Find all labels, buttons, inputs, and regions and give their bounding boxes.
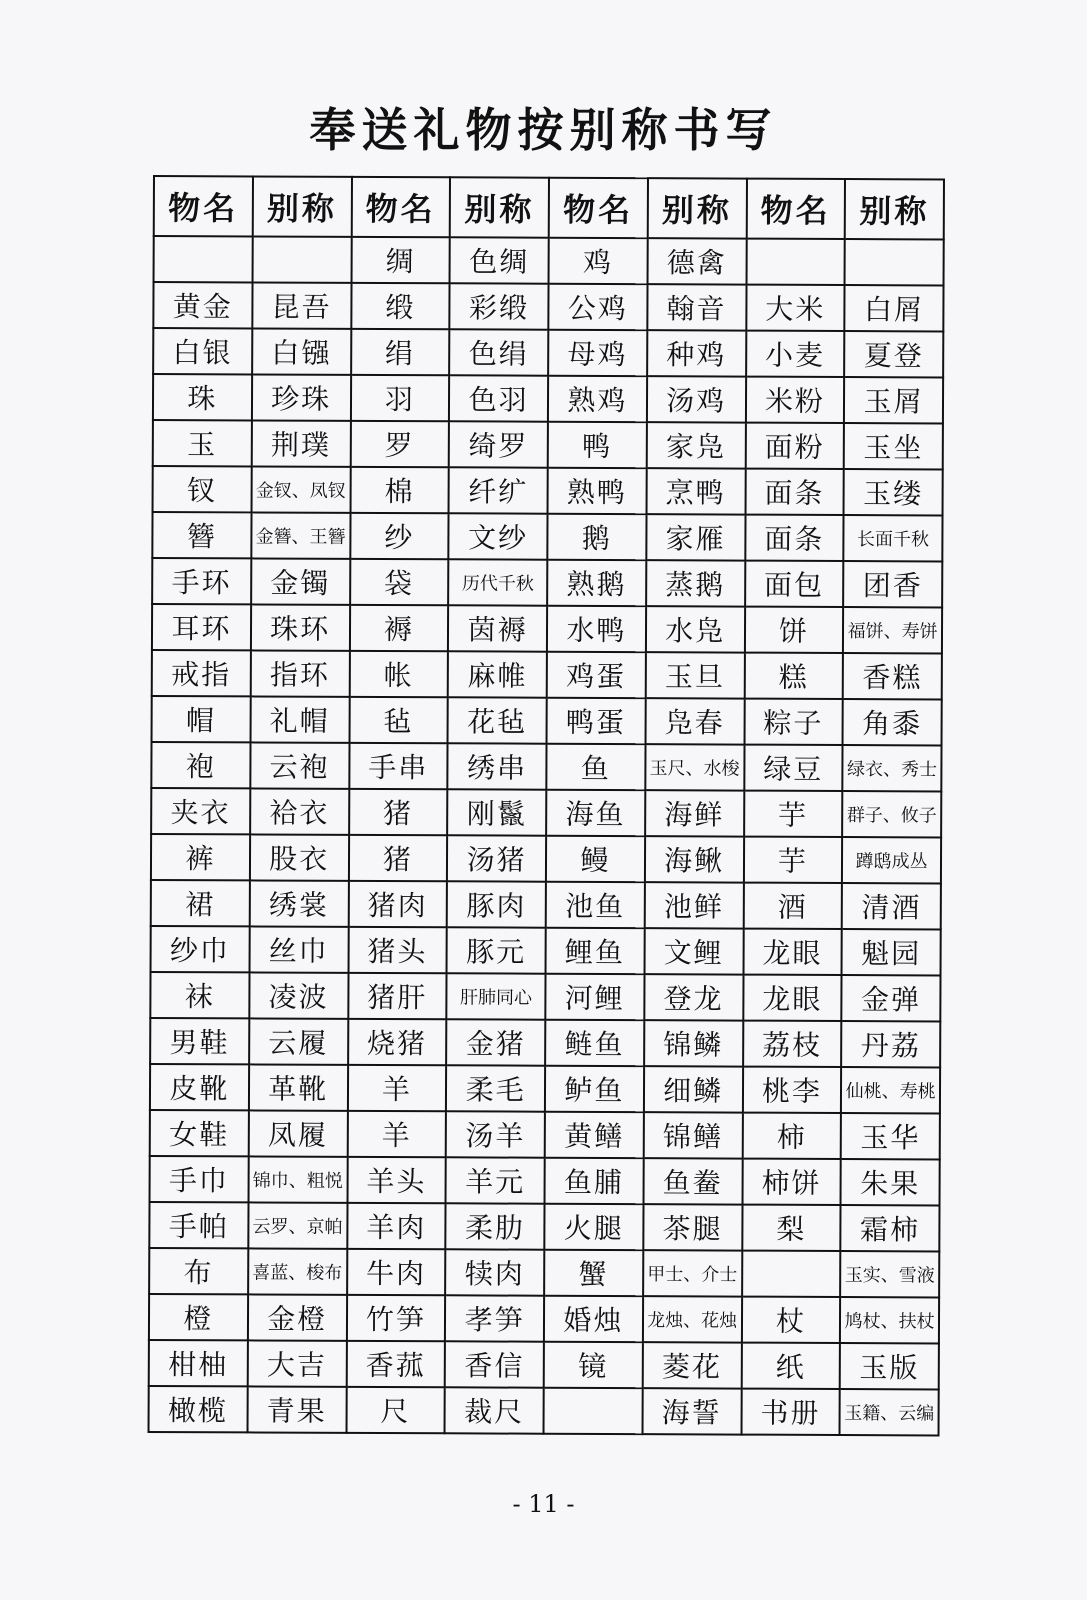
item-name-cell: 手巾 [150,1156,249,1202]
item-name-cell: 鲢鱼 [545,1020,644,1066]
alias-cell: 清酒 [842,883,941,929]
alias-cell: 鸠杖、扶杖 [840,1297,939,1343]
alias-cell: 群子、攸子 [842,791,941,837]
item-name-cell: 竹笋 [346,1295,445,1341]
alias-cell: 云履 [249,1018,348,1064]
alias-cell: 龙烛、花烛 [643,1296,742,1342]
table-row [151,742,941,791]
alias-cell: 绣串 [448,743,547,789]
alias-cell [845,239,944,285]
alias-cell: 甲士、介士 [643,1250,742,1296]
alias-cell: 茶腿 [643,1204,742,1250]
item-name-cell: 熟鸡 [548,376,647,422]
alias-cell: 香糕 [843,653,942,699]
item-name-cell: 尺 [346,1387,445,1433]
table-row [150,1064,940,1113]
alias-cell: 德禽 [647,238,746,284]
header-alias: 别称 [252,176,351,236]
alias-cell: 夏登 [844,331,943,377]
item-name-cell: 袋 [350,559,449,605]
item-name-cell: 男鞋 [150,1018,249,1064]
item-name-cell: 耳环 [152,604,251,650]
item-name-cell: 熟鸭 [548,468,647,514]
item-name-cell: 鳗 [546,836,645,882]
alias-cell: 历代千秋 [448,559,547,605]
item-name-cell: 帐 [349,651,448,697]
alias-cell: 细鳞 [644,1066,743,1112]
item-name-cell: 珠 [153,374,252,420]
item-name-cell: 熟鹅 [547,560,646,606]
item-name-cell: 鹅 [547,514,646,560]
item-name-cell: 黄金 [153,282,252,328]
alias-cell: 彩缎 [450,283,549,329]
table-row [152,558,942,607]
alias-cell [252,236,351,282]
alias-cell: 金簪、王簪 [251,512,350,558]
alias-cell: 福饼、寿饼 [843,607,942,653]
item-name-cell: 鲤鱼 [546,928,645,974]
item-name-cell: 米粉 [745,377,844,423]
table-row [150,1110,940,1159]
item-name-cell: 布 [149,1248,248,1294]
item-name-cell: 手串 [349,743,448,789]
alias-cell: 玉华 [841,1113,940,1159]
alias-cell: 白镪 [252,328,351,374]
alias-cell: 大吉 [247,1340,346,1386]
item-name-cell: 猪 [348,835,447,881]
alias-cell: 团香 [843,561,942,607]
item-name-cell: 橙 [149,1294,248,1340]
alias-cell: 金橙 [248,1294,347,1340]
alias-cell: 翰音 [647,284,746,330]
header-alias: 别称 [647,178,746,238]
table-row [152,696,942,745]
item-name-cell: 烧猪 [348,1019,447,1065]
item-name-cell: 牛肉 [347,1249,446,1295]
alias-cell: 绮罗 [449,421,548,467]
alias-cell: 玉坐 [844,423,943,469]
item-name-cell: 袍 [151,742,250,788]
alias-cell: 仙桃、寿桃 [841,1067,940,1113]
item-name-cell: 鱼 [546,744,645,790]
table-row [152,512,942,561]
gift-alias-table [148,175,945,1436]
item-name-cell: 夹衣 [151,788,250,834]
table-row [153,328,943,377]
alias-cell: 柔毛 [446,1065,545,1111]
item-name-cell: 玉 [153,420,252,466]
item-name-cell: 绢 [351,329,450,375]
item-name-cell: 面条 [745,515,844,561]
alias-cell: 菱花 [642,1342,741,1388]
item-name-cell: 女鞋 [150,1110,249,1156]
item-name-cell: 罗 [350,421,449,467]
item-name-cell: 毡 [349,697,448,743]
item-name-cell: 羊肉 [347,1203,446,1249]
item-name-cell: 柿 [742,1113,841,1159]
table-row [150,1018,940,1067]
item-name-cell: 戒指 [152,650,251,696]
item-name-cell: 书册 [741,1389,840,1435]
item-name-cell: 纸 [741,1343,840,1389]
item-name-cell: 桃李 [742,1067,841,1113]
item-name-cell: 面包 [745,561,844,607]
alias-cell: 豚肉 [447,881,546,927]
alias-cell: 香信 [445,1341,544,1387]
item-name-cell: 芋 [743,837,842,883]
item-name-cell: 海鱼 [546,790,645,836]
alias-cell: 文鲤 [644,928,743,974]
alias-cell: 汤鸡 [647,376,746,422]
alias-cell: 池鲜 [644,882,743,928]
alias-cell: 玉缕 [844,469,943,515]
header-item-name: 物名 [549,178,648,238]
item-name-cell: 猪肉 [348,881,447,927]
item-name-cell: 袜 [150,972,249,1018]
alias-cell: 花毡 [448,697,547,743]
item-name-cell: 绸 [351,237,450,283]
header-item-name: 物名 [351,177,450,237]
table-row [154,236,944,285]
item-name-cell [154,236,253,282]
table-row [149,1202,939,1251]
item-name-cell: 柑柚 [149,1340,248,1386]
alias-cell: 孝笋 [445,1295,544,1341]
alias-cell: 海鲜 [645,790,744,836]
alias-cell: 霜柿 [841,1205,940,1251]
table-row [153,374,943,423]
item-name-cell: 柿饼 [742,1159,841,1205]
item-name-cell [742,1251,841,1297]
item-name-cell: 手环 [152,558,251,604]
alias-cell: 玉尺、水梭 [645,744,744,790]
header-item-name: 物名 [746,179,845,239]
table-header-row [154,176,944,239]
alias-cell: 色羽 [449,375,548,421]
alias-cell: 凌波 [249,972,348,1018]
alias-cell: 绿衣、秀士 [843,745,942,791]
item-name-cell: 酒 [743,883,842,929]
alias-cell: 金弹 [842,975,941,1021]
alias-cell: 昆吾 [252,282,351,328]
table-row [151,788,941,837]
alias-cell: 青果 [247,1386,346,1432]
item-name-cell: 簪 [152,512,251,558]
table-row [152,650,942,699]
alias-cell: 刚鬣 [447,789,546,835]
alias-cell: 珠环 [251,604,350,650]
item-name-cell: 羊头 [347,1157,446,1203]
alias-cell: 魁园 [842,929,941,975]
alias-cell: 玉屑 [844,377,943,423]
item-name-cell: 面条 [745,469,844,515]
item-name-cell: 鸭蛋 [547,698,646,744]
item-name-cell: 纱巾 [151,926,250,972]
alias-cell: 喜蓝、梭布 [248,1248,347,1294]
item-name-cell: 手帕 [149,1202,248,1248]
item-name-cell: 猪头 [348,927,447,973]
alias-cell: 金猪 [446,1019,545,1065]
alias-cell: 海鳅 [645,836,744,882]
item-name-cell: 裙 [151,880,250,926]
table-row [149,1340,939,1389]
alias-cell: 玉籍、云编 [840,1389,939,1435]
alias-cell: 麻帷 [448,651,547,697]
header-alias: 别称 [845,179,944,239]
alias-cell: 锦巾、粗悦 [248,1156,347,1202]
item-name-cell: 公鸡 [548,284,647,330]
item-name-cell: 糕 [744,653,843,699]
item-name-cell: 羊 [347,1065,446,1111]
item-name-cell: 羽 [350,375,449,421]
alias-cell: 登龙 [644,974,743,1020]
alias-cell: 锦鳞 [644,1020,743,1066]
alias-cell: 绣裳 [249,880,348,926]
alias-cell: 荆璞 [251,420,350,466]
item-name-cell: 梨 [742,1205,841,1251]
table-row [153,466,943,515]
alias-cell: 指环 [250,650,349,696]
alias-cell: 纤纩 [449,467,548,513]
item-name-cell [746,239,845,285]
item-name-cell: 橄榄 [149,1386,248,1432]
alias-cell: 云罗、京帕 [248,1202,347,1248]
item-name-cell: 河鲤 [545,974,644,1020]
item-name-cell: 裤 [151,834,250,880]
alias-cell: 水凫 [646,606,745,652]
alias-cell: 长面千秋 [844,515,943,561]
alias-cell: 犊肉 [445,1249,544,1295]
table-row [153,282,943,331]
alias-cell: 礼帽 [250,696,349,742]
item-name-cell: 皮靴 [150,1064,249,1110]
table-row [151,880,941,929]
item-name-cell: 粽子 [744,699,843,745]
alias-cell: 色绸 [450,237,549,283]
item-name-cell: 面粉 [745,423,844,469]
alias-cell: 蒸鹅 [646,560,745,606]
alias-cell: 锦鳝 [643,1112,742,1158]
item-name-cell [544,1388,643,1434]
item-name-cell: 芋 [744,791,843,837]
item-name-cell: 母鸡 [548,330,647,376]
alias-cell: 玉实、雪液 [840,1251,939,1297]
alias-cell: 丹荔 [841,1021,940,1067]
alias-cell: 蹲鸱成丛 [842,837,941,883]
item-name-cell: 池鱼 [546,882,645,928]
alias-cell: 家雁 [646,514,745,560]
item-name-cell: 龙眼 [743,929,842,975]
alias-cell: 袷衣 [250,788,349,834]
item-name-cell: 饼 [744,607,843,653]
item-name-cell: 小麦 [746,331,845,377]
table-body [149,236,944,1435]
item-name-cell: 鸡蛋 [547,652,646,698]
item-name-cell: 荔枝 [743,1021,842,1067]
alias-cell: 色绢 [449,329,548,375]
alias-cell: 海誓 [642,1388,741,1434]
page-number: - 11 - [512,1490,575,1518]
alias-cell: 玉版 [840,1343,939,1389]
alias-cell: 柔肋 [446,1203,545,1249]
item-name-cell: 水鸭 [547,606,646,652]
alias-cell: 丝巾 [249,926,348,972]
item-name-cell: 帽 [152,696,251,742]
item-name-cell: 羊 [347,1111,446,1157]
item-name-cell: 鱼脯 [545,1158,644,1204]
alias-cell: 股衣 [250,834,349,880]
alias-cell: 裁尺 [445,1387,544,1433]
header-alias: 别称 [450,177,549,237]
item-name-cell: 婚烛 [544,1296,643,1342]
item-name-cell: 褥 [349,605,448,651]
alias-cell: 羊元 [446,1157,545,1203]
alias-cell: 白屑 [845,285,944,331]
item-name-cell: 白银 [153,328,252,374]
alias-cell: 凫春 [645,698,744,744]
item-name-cell: 棉 [350,467,449,513]
alias-cell: 文纱 [449,513,548,559]
item-name-cell: 黄鳝 [545,1112,644,1158]
item-name-cell: 蟹 [544,1250,643,1296]
alias-cell: 肝肺同心 [447,973,546,1019]
alias-cell: 金钗、凤钗 [251,466,350,512]
table-row [152,604,942,653]
alias-cell: 汤猪 [447,835,546,881]
alias-cell: 金镯 [251,558,350,604]
item-name-cell: 猪 [349,789,448,835]
item-name-cell: 龙眼 [743,975,842,1021]
item-name-cell: 缎 [351,283,450,329]
table-row [150,972,940,1021]
item-name-cell: 鸡 [549,238,648,284]
table-row [150,1156,940,1205]
table-row [149,1386,939,1435]
header-item-name: 物名 [154,176,253,236]
item-name-cell: 绿豆 [744,745,843,791]
alias-cell: 角黍 [843,699,942,745]
item-name-cell: 鸭 [548,422,647,468]
table-row [151,926,941,975]
alias-cell: 鱼鲞 [643,1158,742,1204]
alias-cell: 玉旦 [645,652,744,698]
alias-cell: 汤羊 [446,1111,545,1157]
item-name-cell: 大米 [746,285,845,331]
item-name-cell: 钗 [153,466,252,512]
alias-cell: 凤履 [248,1110,347,1156]
alias-cell: 烹鸭 [646,468,745,514]
item-name-cell: 香菰 [346,1341,445,1387]
item-name-cell: 鲈鱼 [545,1066,644,1112]
alias-cell: 种鸡 [647,330,746,376]
alias-cell: 茵褥 [448,605,547,651]
item-name-cell: 杖 [741,1297,840,1343]
item-name-cell: 纱 [350,513,449,559]
item-name-cell: 火腿 [544,1204,643,1250]
page-title: 奉送礼物按别称书写 [309,103,778,157]
alias-cell: 云袍 [250,742,349,788]
alias-cell: 革靴 [249,1064,348,1110]
table-row [151,834,941,883]
table-row [153,420,943,469]
table-row [149,1248,939,1297]
alias-cell: 家凫 [646,422,745,468]
item-name-cell: 镜 [544,1342,643,1388]
alias-cell: 珍珠 [252,374,351,420]
table-row [149,1294,939,1343]
alias-cell: 豚元 [447,927,546,973]
alias-cell: 朱果 [841,1159,940,1205]
item-name-cell: 猪肝 [348,973,447,1019]
